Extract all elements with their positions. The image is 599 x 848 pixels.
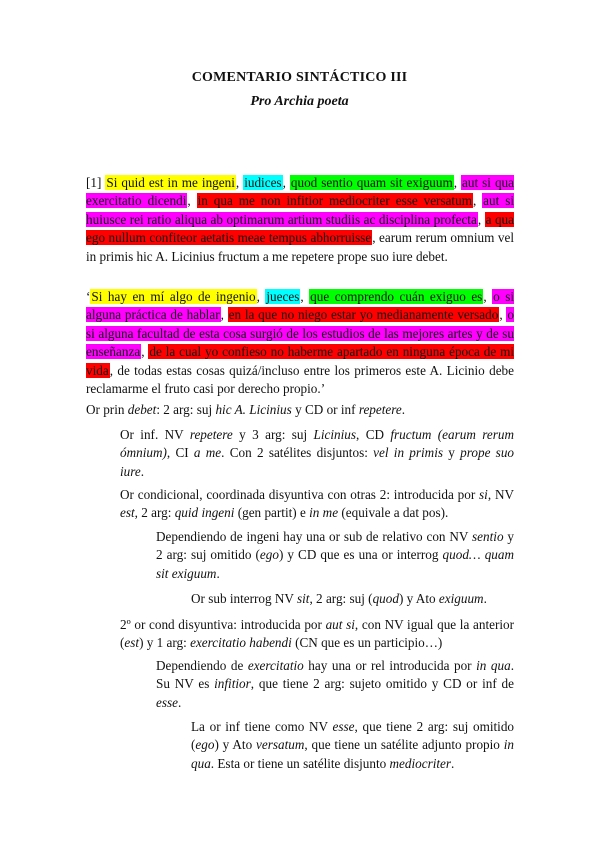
spanish-clause-4: o si alguna práctica de hablar	[86, 289, 515, 323]
analysis-term: in qua	[476, 658, 511, 673]
analysis-term: infitior	[214, 676, 251, 692]
spanish-clause-3: que comprendo cuán exiguo es	[310, 289, 483, 304]
analysis-term: sentio	[472, 529, 504, 544]
analysis-text: Or sub interrog NV	[191, 591, 297, 606]
spanish-clause-1: Si hay en mí algo de ingenio	[91, 289, 256, 304]
analysis-text: , 2 arg:	[134, 505, 175, 521]
spanish-translation	[86, 288, 514, 398]
analysis-term: exiguum	[438, 591, 484, 606]
analysis-term: est	[124, 635, 140, 651]
analysis-text: , que tiene 2 arg: suj omitido (	[191, 719, 515, 753]
analysis-text: Or condicional, coordinada disyuntiva con otras 2: introducida por	[120, 487, 480, 502]
analysis-term: debet	[127, 402, 157, 417]
analysis-text: ) y Ato	[214, 737, 257, 753]
analysis-term: in qua	[191, 737, 514, 771]
analysis-text: . Esta or tiene un satélite disjunto	[210, 755, 390, 771]
latin-comma: ,	[282, 175, 286, 190]
analysis-text: , que tiene 2 arg: sujeto omitido y CD or inf de	[250, 676, 514, 692]
analysis-relative-clause	[156, 528, 514, 583]
document-subtitle: Pro Archia poeta	[250, 94, 349, 109]
analysis-text: y	[443, 445, 461, 461]
analysis-term: ego	[259, 547, 279, 563]
analysis-text: Dependiendo de	[156, 658, 248, 673]
analysis-text: Or inf. NV	[120, 427, 190, 442]
analysis-text: : 2 arg: suj	[156, 402, 216, 417]
analysis-text: Or prin	[86, 402, 128, 417]
analysis-text: , con NV igual que la anterior (	[120, 617, 515, 651]
analysis-text: . Su NV es	[156, 658, 514, 692]
spanish-clause-7: de la cual yo confieso no haberme apartado en ninguna época de mi vida	[86, 344, 514, 378]
analysis-text: Dependiendo de ingeni hay una or sub de relativo con NV	[156, 529, 473, 544]
analysis-term: aut si	[325, 617, 355, 632]
spanish-main-clause: , de todas estas cosas quizá/incluso entre los primeros este A. Licinio debe reclamarme el fruto casi por derecho propio.’	[86, 362, 514, 397]
latin-clause-1: Si quid est in me ingeni	[106, 175, 235, 190]
latin-comma: ,	[187, 193, 191, 209]
quote-open: ‘	[86, 289, 91, 304]
spanish-comma: ,	[256, 289, 260, 304]
spanish-clause-2: jueces	[266, 289, 300, 304]
analysis-term: repetere	[189, 427, 233, 442]
document-title: COMENTARIO SINTÁCTICO III	[191, 70, 408, 85]
analysis-text: 2º or cond disyuntiva: introducida por	[120, 617, 326, 632]
analysis-text: (gen partit) e	[234, 505, 310, 521]
paragraph-number: [1]	[86, 175, 102, 190]
analysis-text: , 2 arg: suj (	[309, 591, 373, 606]
spanish-comma: ,	[499, 307, 503, 323]
analysis-text: , CD	[356, 427, 391, 442]
latin-comma: ,	[453, 175, 458, 190]
analysis-term: exercitatio habendi	[190, 635, 292, 651]
latin-clause-3: quod sentio quam sit exiguum	[290, 175, 453, 190]
analysis-term: quod	[372, 591, 399, 606]
analysis-infinitive-clause-2	[191, 718, 514, 773]
analysis-term: exercitatio	[247, 658, 304, 673]
analysis-text: .	[216, 565, 220, 581]
analysis-term: versatum	[256, 737, 305, 753]
analysis-text: .	[177, 694, 182, 710]
analysis-interrogative-clause	[191, 590, 514, 608]
analysis-text: y CD or inf	[291, 402, 359, 417]
latin-clause-4: aut si qua exercitatio dicendi	[86, 175, 515, 209]
analysis-text: (CN que es un participio…)	[291, 635, 443, 651]
spanish-clause-6: o si alguna facultad de esta cosa surgió de los estudios de las mejores artes y de su enseñanza	[86, 307, 515, 360]
analysis-text: .	[451, 755, 455, 771]
analysis-text: hay una or rel introducida por	[303, 658, 477, 673]
latin-comma: ,	[235, 175, 240, 190]
analysis-term: in me	[309, 505, 339, 521]
analysis-text: .	[483, 591, 487, 606]
analysis-text: ) y 1 arg:	[139, 635, 191, 651]
latin-comma: ,	[477, 211, 482, 227]
analysis-term: si	[479, 487, 488, 502]
analysis-main-clause	[86, 401, 514, 419]
analysis-term: esse	[156, 694, 178, 710]
analysis-text: , NV	[487, 487, 514, 502]
analysis-text: La or inf tiene como NV	[191, 719, 333, 734]
analysis-second-conditional	[120, 616, 514, 653]
analysis-text: , CI	[166, 445, 194, 461]
analysis-text: .	[140, 463, 145, 479]
latin-clause-2: iudices	[244, 175, 282, 190]
spanish-comma: ,	[220, 307, 224, 323]
analysis-term: fructum (earum rerum ómnium)	[120, 427, 515, 461]
analysis-term: quod… quam sit exiguum	[156, 547, 514, 581]
analysis-term: sit	[296, 591, 310, 606]
analysis-text: , que tiene un satélite adjunto propio	[304, 737, 504, 753]
analysis-term: ego	[195, 737, 215, 753]
analysis-relative-clause-2	[156, 657, 514, 712]
analysis-text: y 2 arg: suj omitido (	[156, 529, 515, 563]
latin-clause-5: in qua me non infitior mediocriter esse versatum	[197, 193, 472, 209]
analysis-term: esse	[332, 719, 355, 734]
spanish-comma: ,	[141, 344, 145, 360]
analysis-term: repetere	[358, 402, 402, 417]
analysis-term: est	[120, 505, 135, 521]
spanish-comma: ,	[483, 289, 487, 304]
analysis-term: Licinius	[313, 427, 357, 442]
analysis-text: (equivale a dat pos).	[338, 505, 449, 521]
analysis-infinitive-clause	[120, 426, 514, 481]
analysis-text: ) y Ato	[398, 591, 439, 606]
analysis-term: mediocriter	[389, 755, 452, 771]
analysis-term: quid ingeni	[174, 505, 235, 521]
latin-comma: ,	[472, 193, 477, 209]
latin-paragraph	[86, 174, 514, 266]
analysis-term: vel in primis	[373, 445, 444, 461]
analysis-conditional-clause	[120, 486, 514, 523]
analysis-text: . Con 2 satélites disjuntos:	[221, 445, 374, 461]
analysis-text: ) y CD que es una or interrog	[278, 547, 443, 563]
latin-clause-7: a qua ego nullum confiteor aetatis meae tempus abhorruisse	[86, 211, 514, 246]
analysis-term: a me	[193, 445, 222, 461]
analysis-text: .	[401, 402, 406, 417]
analysis-term: prope suo iure	[120, 445, 515, 479]
spanish-comma: ,	[300, 289, 304, 304]
analysis-text: y 3 arg: suj	[232, 427, 314, 442]
latin-main-clause: , earum rerum omnium vel in primis hic A. Licinius fructum a me repetere prope suo iure debet.	[86, 230, 514, 264]
latin-clause-6: aut si huiusce rei ratio aliqua ab optimarum artium studiis ac disciplina profecta	[86, 193, 514, 227]
spanish-clause-5: en la que no niego estar yo medianamente versado	[228, 307, 499, 323]
analysis-term: hic A. Licinius	[215, 402, 292, 417]
